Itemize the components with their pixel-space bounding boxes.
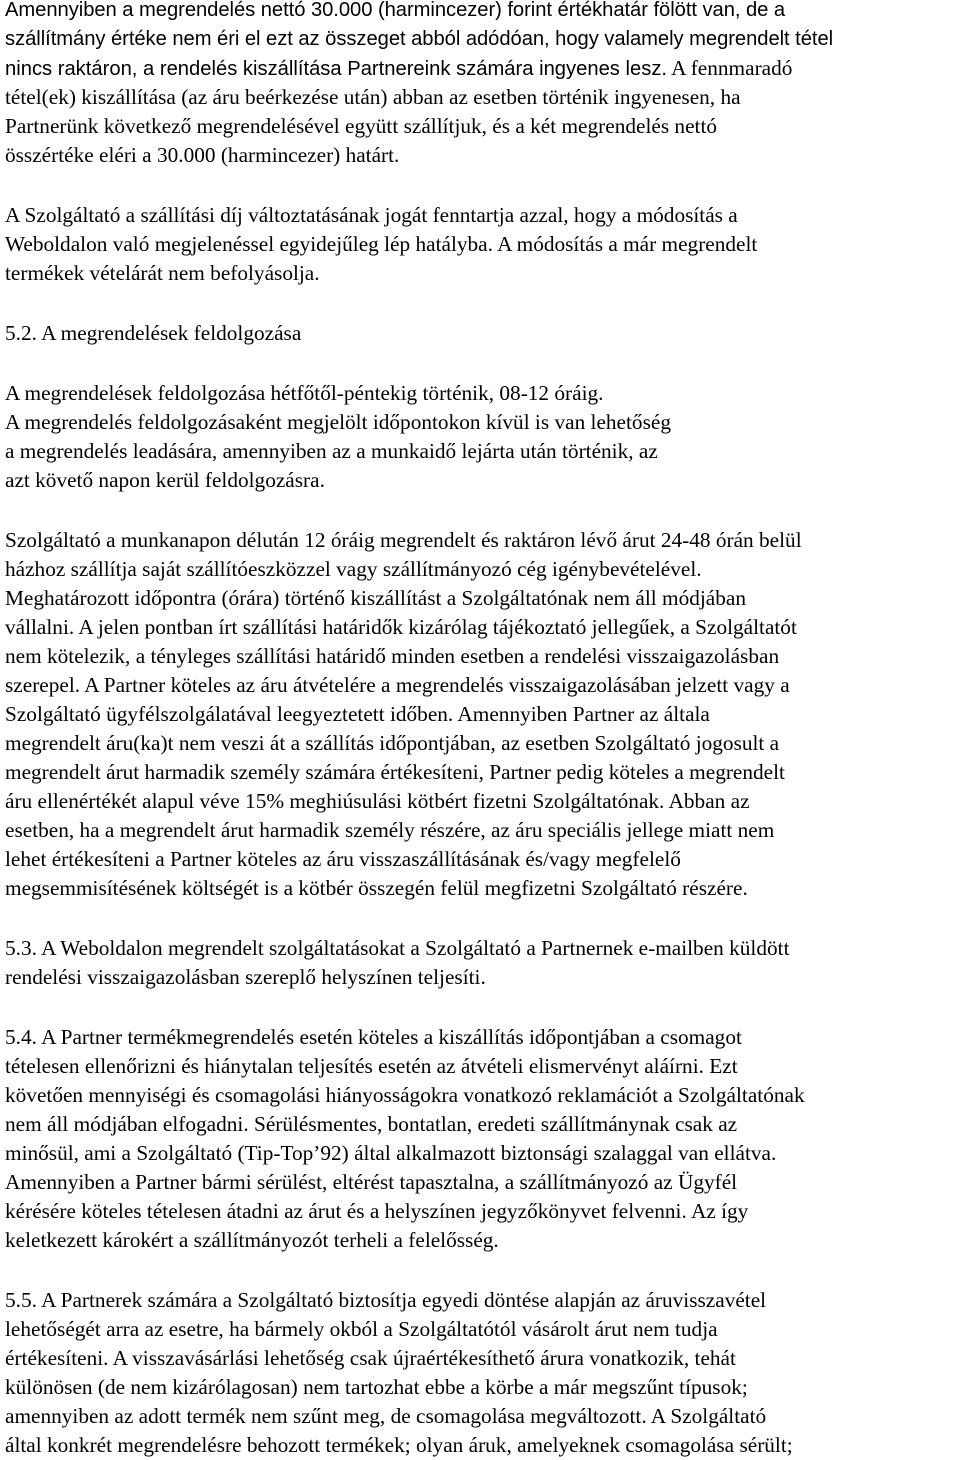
text-line: rendelési visszaigazolásban szereplő helyszínen teljesíti. <box>5 965 486 989</box>
text-line: nem kötelezik, a tényleges szállítási határidő minden esetben a rendelési visszaigazolásban <box>5 644 780 668</box>
paragraph-free-shipping <box>5 0 957 170</box>
paragraph-delivery-terms <box>5 526 957 903</box>
text-line: összértéke eléri a 30.000 (harmincezer) határt. <box>5 143 400 167</box>
text-line: esetben, ha a megrendelt árut harmadik személy részére, az áru speciális jellege miatt nem <box>5 818 775 842</box>
section-heading-5-2 <box>5 319 957 348</box>
text-line: Partnerünk következő megrendelésével együtt szállítjuk, és a két megrendelés nettó <box>5 114 718 138</box>
text-line: 5.3. A Weboldalon megrendelt szolgáltatásokat a Szolgáltató a Partnernek e-mailben küldött <box>5 936 790 960</box>
paragraph-spacer <box>5 288 957 319</box>
text-line: A megrendelések feldolgozása hétfőtől-péntekig történik, 08-12 óráig. <box>5 381 604 405</box>
text-line: áru ellenértékét alapul véve 15% meghiúsulási kötbért fizetni Szolgáltatónak. Abban az <box>5 789 750 813</box>
text-line: Weboldalon való megjelenéssel egyidejűleg lép hatályba. A módosítás a már megrendelt <box>5 232 758 256</box>
text-line: megsemmisítésének költségét is a kötbér összegén felül megfizetni Szolgáltató részére. <box>5 876 748 900</box>
paragraph-spacer <box>5 495 957 526</box>
text-line: lehetőségét arra az esetre, ha bármely okból a Szolgáltatótól vásárolt árut nem tudja <box>5 1317 718 1341</box>
text-segment: A fennmaradó <box>667 56 793 80</box>
text-line: különösen (de nem kizárólagosan) nem tartozhat ebbe a körbe a már megszűnt típusok; <box>5 1375 748 1399</box>
section-5-5 <box>5 1286 957 1460</box>
paragraph-order-processing <box>5 379 957 495</box>
text-line: Szolgáltató a munkanapon délután 12 óráig megrendelt és raktáron lévő árut 24-48 órán belül <box>5 528 802 552</box>
paragraph-spacer <box>5 992 957 1023</box>
text-line: azt követő napon kerül feldolgozásra. <box>5 468 325 492</box>
document-body <box>5 0 957 1460</box>
text-line: kérésére köteles tételesen átadni az árut és a helyszínen jegyzőkönyvet felvenni. Az így <box>5 1199 749 1223</box>
paragraph-spacer <box>5 170 957 201</box>
text-line: Amennyiben a megrendelés nettó 30.000 (harmincezer) forint értékhatár fölött van, de a <box>5 0 786 21</box>
text-line: tétel(ek) kiszállítása (az áru beérkezése után) abban az esetben történik ingyenesen, ha <box>5 85 741 109</box>
paragraph-spacer <box>5 348 957 379</box>
text-line: szállítmány értéke nem éri el ezt az összeget abból adódóan, hogy valamely megrendelt tétel <box>5 28 834 50</box>
text-line: vállalni. A jelen pontban írt szállítási határidők kizárólag tájékoztató jellegűek, a Szolgáltatót <box>5 615 797 639</box>
text-line: amennyiben az adott termék nem szűnt meg, de csomagolása megváltozott. A Szolgáltató <box>5 1404 767 1428</box>
text-line: nem áll módjában elfogadni. Sérülésmentes, bontatlan, eredeti szállítmánynak csak az <box>5 1112 738 1136</box>
paragraph-shipping-fee <box>5 201 957 288</box>
text-line: értékesíteni. A visszavásárlási lehetőség csak újraértékesíthető árura vonatkozik, tehát <box>5 1346 736 1370</box>
text-line-mixed <box>5 54 957 83</box>
text-line: házhoz szállítja saját szállítóeszközzel vagy szállítmányozó cég igénybevételével. <box>5 557 702 581</box>
text-line: tételesen ellenőrizni és hiánytalan teljesítés esetén az átvételi elismervényt aláírni. Ezt <box>5 1054 738 1078</box>
text-line: megrendelt árut harmadik személy számára értékesíteni, Partner pedig köteles a megrendelt <box>5 760 785 784</box>
paragraph-spacer <box>5 903 957 934</box>
text-line: A megrendelés feldolgozásaként megjelölt időpontokon kívül is van lehetőség <box>5 410 671 434</box>
paragraph-spacer <box>5 1255 957 1286</box>
text-line: 5.4. A Partner termékmegrendelés esetén köteles a kiszállítás időpontjában a csomagot <box>5 1025 742 1049</box>
text-line: Amennyiben a Partner bármi sérülést, eltérést tapasztalna, a szállítmányozó az Ügyfél <box>5 1170 738 1194</box>
text-line: követően mennyiségi és csomagolási hiányosságokra vonatkozó reklamációt a Szolgáltatónak <box>5 1083 805 1107</box>
text-line: a megrendelés leadására, amennyiben az a munkaidő lejárta után történik, az <box>5 439 658 463</box>
text-line: lehet értékesíteni a Partner köteles az áru visszaszállításának és/vagy megfelelő <box>5 847 681 871</box>
text-line: szerepel. A Partner köteles az áru átvételére a megrendelés visszaigazolásában jelzett vagy a <box>5 673 790 697</box>
text-line: megrendelt áru(ka)t nem veszi át a szállítás időpontjában, az esetben Szolgáltató jogosult a <box>5 731 780 755</box>
text-line: minősül, ami a Szolgáltató (Tip-Top’92) által alkalmazott biztonsági szalaggal van ellátva. <box>5 1141 777 1165</box>
section-5-3 <box>5 934 957 992</box>
section-5-4 <box>5 1023 957 1255</box>
text-line: által konkrét megrendelésre behozott termékek; olyan áruk, amelyeknek csomagolása sérült; <box>5 1433 793 1457</box>
text-line: 5.5. A Partnerek számára a Szolgáltató biztosítja egyedi döntése alapján az áruvisszavétel <box>5 1288 767 1312</box>
text-line: keletkezett károkért a szállítmányozót terheli a felelősség. <box>5 1228 499 1252</box>
section-heading: 5.2. A megrendelések feldolgozása <box>5 321 302 345</box>
text-line: termékek vételárát nem befolyásolja. <box>5 261 320 285</box>
text-line: Szolgáltató ügyfélszolgálatával leegyeztetett időben. Amennyiben Partner az általa <box>5 702 710 726</box>
text-line: Meghatározott időpontra (órára) történő kiszállítást a Szolgáltatónak nem áll módjában <box>5 586 747 610</box>
text-segment: nincs raktáron, a rendelés kiszállítása Partnereink számára ingyenes lesz. <box>5 58 668 80</box>
text-line: A Szolgáltató a szállítási díj változtatásának jogát fenntartja azzal, hogy a módosítás a <box>5 203 738 227</box>
